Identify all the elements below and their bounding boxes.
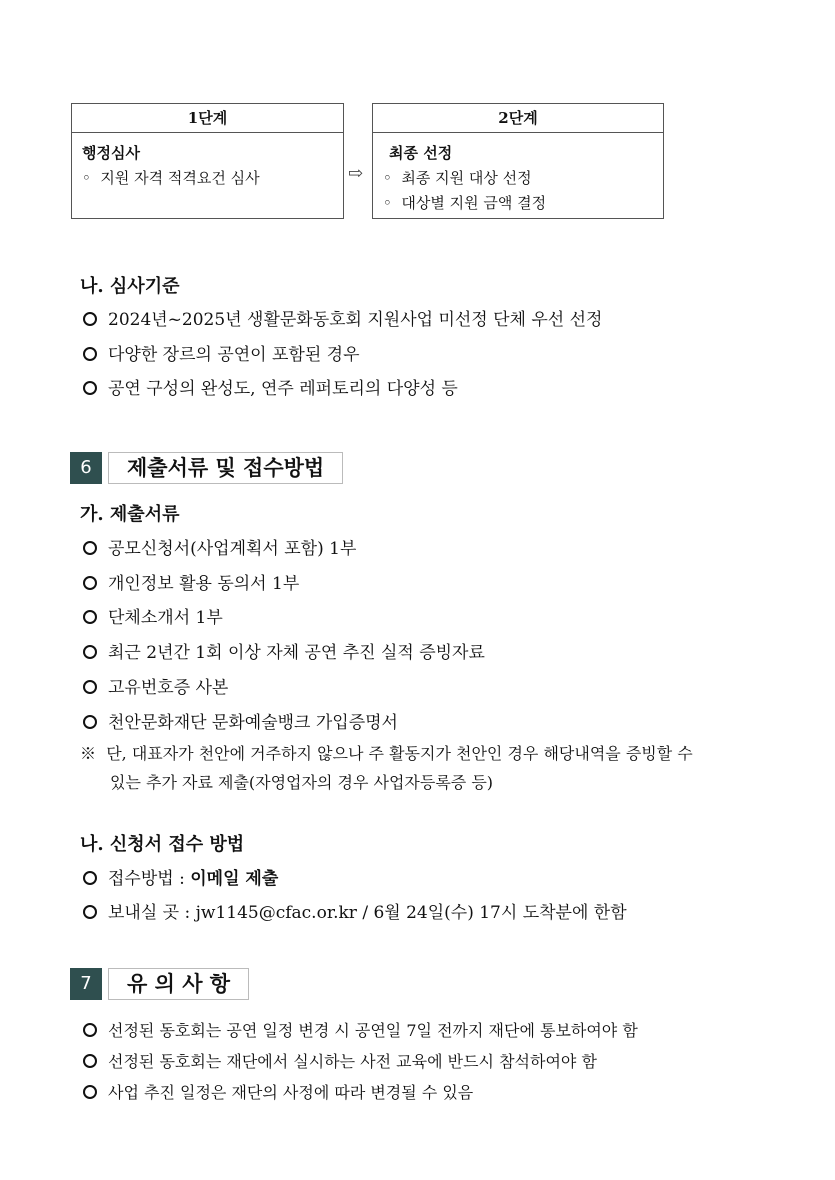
criteria-heading: 나. 심사기준 bbox=[80, 276, 180, 297]
stage-2-subtitle: 최종 선정 bbox=[389, 144, 453, 162]
method-heading: 나. 신청서 접수 방법 bbox=[80, 834, 245, 855]
arrow-right-icon: ⇨ bbox=[348, 163, 364, 184]
section-7-number: 7 bbox=[70, 968, 102, 1000]
circle-bullet-icon bbox=[83, 1023, 97, 1037]
notice-item: 사업 추진 일정은 재단의 사정에 따라 변경될 수 있음 bbox=[80, 1080, 473, 1103]
stage-1-box bbox=[71, 103, 344, 219]
circle-bullet-icon bbox=[83, 576, 97, 590]
method-item: 접수방법 : 이메일 제출 bbox=[80, 864, 278, 889]
notice-item: 선정된 동호회는 재단에서 실시하는 사전 교육에 반드시 참석하여야 함 bbox=[80, 1049, 597, 1072]
circle-bullet-icon bbox=[83, 905, 97, 919]
circle-bullet-icon bbox=[83, 680, 97, 694]
send-item: 보내실 곳 : jw1145@cfac.or.kr / 6월 24일(수) 17시 도착분에 한함 bbox=[80, 898, 627, 923]
section-6-title: 제출서류 및 접수방법 bbox=[108, 452, 343, 484]
doc-item: 최근 2년간 1회 이상 자체 공연 추진 실적 증빙자료 bbox=[80, 638, 485, 663]
doc-item: 천안문화재단 문화예술뱅크 가입증명서 bbox=[80, 708, 398, 733]
doc-item: 개인정보 활용 동의서 1부 bbox=[80, 569, 299, 594]
circle-bullet-icon bbox=[83, 1054, 97, 1068]
doc-item: 공모신청서(사업계획서 포함) 1부 bbox=[80, 534, 356, 559]
stage-1-subtitle: 행정심사 bbox=[82, 144, 140, 162]
circle-bullet-icon bbox=[83, 645, 97, 659]
circle-bullet-icon bbox=[83, 312, 97, 326]
circle-bullet-icon bbox=[83, 871, 97, 885]
stage-2-box bbox=[372, 103, 664, 219]
notice-item: 선정된 동호회는 공연 일정 변경 시 공연일 7일 전까지 재단에 통보하여야 함 bbox=[80, 1018, 638, 1041]
criteria-item: 다양한 장르의 공연이 포함된 경우 bbox=[80, 340, 360, 365]
circle-bullet-icon bbox=[83, 347, 97, 361]
criteria-item: 공연 구성의 완성도, 연주 레퍼토리의 다양성 등 bbox=[80, 374, 458, 399]
stage-2-title: 2단계 bbox=[373, 104, 663, 133]
circle-bullet-icon bbox=[83, 381, 97, 395]
circle-bullet-icon bbox=[83, 1085, 97, 1099]
circle-bullet-icon bbox=[83, 715, 97, 729]
stage-2-item: ◦ 최종 지원 대상 선정 bbox=[383, 169, 532, 187]
note-line-1: ※ 단, 대표자가 천안에 거주하지 않으나 주 활동지가 천안인 경우 해당내역을 증빙할 수 bbox=[80, 744, 693, 763]
section-6-number: 6 bbox=[70, 452, 102, 484]
circle-bullet-icon bbox=[83, 610, 97, 624]
docs-heading: 가. 제출서류 bbox=[80, 504, 180, 525]
stage-1-title: 1단계 bbox=[72, 104, 343, 133]
doc-item: 단체소개서 1부 bbox=[80, 603, 223, 628]
note-line-2: 있는 추가 자료 제출(자영업자의 경우 사업자등록증 등) bbox=[110, 773, 494, 792]
criteria-item: 2024년~2025년 생활문화동호회 지원사업 미선정 단체 우선 선정 bbox=[80, 305, 602, 330]
stage-2-item: ◦ 대상별 지원 금액 결정 bbox=[383, 194, 547, 212]
section-7-title: 유 의 사 항 bbox=[108, 968, 249, 1000]
doc-item: 고유번호증 사본 bbox=[80, 673, 228, 698]
stage-1-item: ◦ 지원 자격 적격요건 심사 bbox=[82, 169, 260, 187]
circle-bullet-icon bbox=[83, 541, 97, 555]
